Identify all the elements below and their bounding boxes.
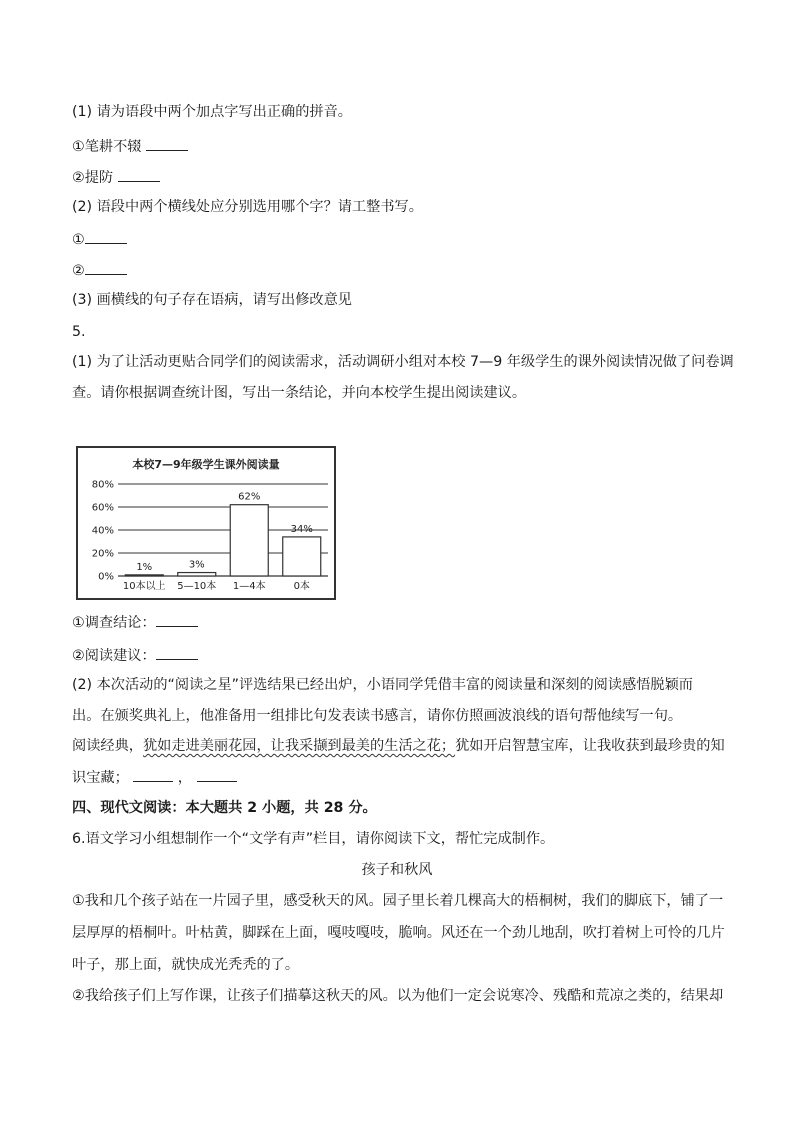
reading-chart: [76, 446, 336, 600]
q4-sub1: (1) 请为语段中两个加点字写出正确的拼音。: [72, 104, 352, 120]
q5-sub2-line1: (2) 本次活动的“阅读之星”评选结果已经出炉，小语同学凭借丰富的阅读量和深刻的阅读感悟脱颖而: [72, 677, 693, 693]
q5-example-line1: [72, 736, 725, 756]
q5-sub1-line2: 查。请你根据调查统计图，写出一条结论，并向本校学生提出阅读建议。: [72, 385, 527, 401]
passage-title: 孩子和秋风: [361, 862, 433, 878]
q4-item1: [72, 136, 188, 157]
bar-0: [125, 575, 163, 576]
bar-1: [178, 573, 216, 576]
q4-sub3: (3) 画横线的句子存在语病，请写出修改意见: [72, 292, 352, 308]
example-pre: 阅读经典，: [72, 738, 143, 754]
q5-suggestion-text: ②阅读建议：: [72, 648, 156, 664]
bar-value-label: 62%: [238, 491, 261, 503]
x-category-label: 1—4本: [232, 581, 266, 592]
q5-number: 5.: [72, 324, 86, 340]
example-line2: 识宝藏；: [72, 770, 129, 786]
x-category-label: 10本以上: [122, 581, 166, 592]
x-category-label: 5—10本: [177, 581, 217, 592]
reading-chart-svg: [78, 448, 334, 598]
example-wavy-sentence: 犹如走进美丽花园，让我采撷到最美的生活之花；: [142, 738, 456, 754]
q4-item3: [72, 229, 127, 250]
comma: ，: [177, 770, 192, 786]
answer-blank[interactable]: [156, 645, 198, 660]
q4-item4: [72, 260, 127, 281]
chart-title: 本校7—9年级学生课外阅读量: [132, 458, 280, 471]
answer-blank[interactable]: [118, 167, 160, 182]
bar-value-label: 3%: [188, 559, 205, 571]
bar-value-label: 1%: [136, 561, 153, 573]
y-tick-label: 40%: [91, 525, 114, 537]
q4-item3-text: ①: [72, 232, 85, 248]
bar-2: [230, 505, 268, 576]
y-tick-label: 0%: [98, 571, 114, 583]
q5-suggestion: [72, 645, 198, 666]
q5-example-line2: [72, 767, 237, 788]
answer-blank[interactable]: [146, 136, 188, 151]
q6-intro: 6.语文学习小组想制作一个“文学有声”栏目，请你阅读下文，帮忙完成制作。: [72, 831, 555, 847]
x-category-label: 0本: [293, 581, 310, 592]
q5-sub2-line2: 出。在颁奖典礼上，他准备用一组排比句发表读书感言，请你仿照画波浪线的语句帮他续写一句。: [72, 708, 683, 724]
q4-item1-text: ①笔耕不辍: [72, 139, 142, 155]
q5-sub1-line1: (1) 为了让活动更贴合同学们的阅读需求，活动调研小组对本校 7—9 年级学生的课外阅读情况做了问卷调: [72, 354, 734, 370]
q4-item2-text: ②提防: [72, 170, 114, 186]
y-tick-label: 60%: [91, 502, 114, 514]
q5-conclusion-text: ①调查结论：: [72, 615, 156, 631]
y-tick-label: 20%: [91, 548, 114, 560]
example-post: 犹如开启智慧宝库，让我收获到最珍贵的知: [455, 738, 725, 754]
bar-3: [283, 537, 321, 576]
q5-conclusion: [72, 612, 198, 633]
section4-heading: 四、现代文阅读：本大题共 2 小题，共 28 分。: [72, 800, 377, 816]
answer-blank[interactable]: [156, 612, 198, 627]
q4-sub2: (2) 语段中两个横线处应分别选用哪个字？请工整书写。: [72, 199, 423, 215]
y-tick-label: 80%: [91, 479, 114, 491]
passage-p1-line3: 叶子，那上面，就快成光秃秃的了。: [72, 957, 300, 973]
answer-blank[interactable]: [85, 229, 127, 244]
answer-blank[interactable]: [133, 767, 173, 782]
answer-blank[interactable]: [197, 767, 237, 782]
passage-p1-line2: 层厚厚的梧桐叶。叶枯黄，脚踩在上面，嘎吱嘎吱，脆响。风还在一个劲儿地刮，吹打着树上可怜的几片: [72, 925, 725, 941]
bar-value-label: 34%: [290, 523, 313, 535]
q4-item4-text: ②: [72, 263, 85, 279]
q4-item2: [72, 167, 160, 188]
passage-p2-line1: ②我给孩子们上写作课，让孩子们描摹这秋天的风。以为他们一定会说寒冷、残酷和荒凉之类的，结果却: [72, 988, 724, 1004]
document-page: [72, 0, 734, 1123]
answer-blank[interactable]: [85, 260, 127, 275]
passage-p1-line1: ①我和几个孩子站在一片园子里，感受秋天的风。园子里长着几棵高大的梧桐树，我们的脚底下，铺了一: [72, 893, 724, 909]
